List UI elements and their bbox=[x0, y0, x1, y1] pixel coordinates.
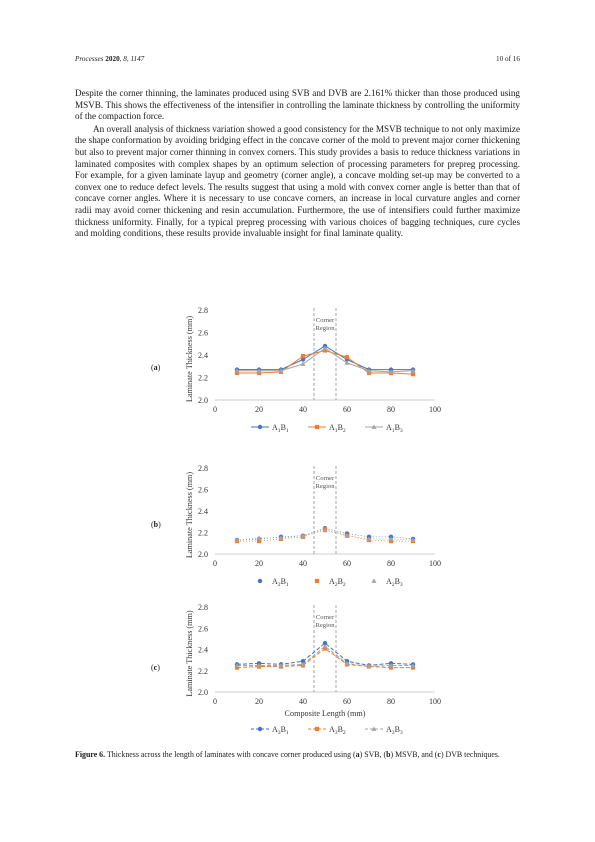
y-tick-label: 2.8 bbox=[198, 464, 208, 473]
y-tick-label: 2.4 bbox=[198, 645, 208, 655]
x-tick-label: 20 bbox=[255, 697, 263, 706]
y-tick-label: 2.2 bbox=[198, 373, 208, 383]
series-A2B3 bbox=[235, 528, 416, 542]
chart-panel-b bbox=[180, 460, 445, 592]
journal-year: 2020 bbox=[105, 55, 120, 63]
caption-text: Thickness across the length of laminates with concave corner produced using ( bbox=[105, 750, 356, 759]
panel-label-a: (a) bbox=[151, 363, 161, 372]
corner-region-annotation: Corner bbox=[315, 317, 335, 324]
y-tick-label: 2.6 bbox=[198, 485, 208, 495]
x-tick-label: 0 bbox=[213, 405, 217, 414]
x-tick-label: 0 bbox=[213, 559, 217, 568]
legend-label: $A_3B_1$ bbox=[272, 725, 289, 736]
y-tick-label: 2.0 bbox=[198, 396, 208, 405]
data-point bbox=[345, 360, 350, 365]
data-point bbox=[372, 578, 377, 583]
x-tick-label: 60 bbox=[343, 697, 351, 706]
y-tick-label: 2.4 bbox=[198, 351, 208, 360]
data-point bbox=[301, 354, 305, 358]
data-point bbox=[258, 579, 262, 583]
data-point bbox=[345, 355, 349, 359]
legend-label: $A_2B_1$ bbox=[272, 577, 289, 588]
y-tick-label: 2.4 bbox=[198, 507, 208, 516]
journal-citation bbox=[75, 55, 144, 63]
chart-panel-a bbox=[180, 302, 445, 444]
y-tick-label: 2.8 bbox=[198, 306, 208, 315]
caption-text: ) SVB, ( bbox=[359, 750, 387, 759]
paragraph: An overall analysis of thickness variation showed a good consistency for the MSVB technique to not only maximize the shape conformation by avoiding bridging effect in the concave corner of the mold to prevent major corner thickening but also to prevent major corner thinning in convex corners. This study provides a basis to reduce thickness variations in laminated composites with complex shapes by an optimum selection of processing parameters for prepreg processing. For example, for a given laminate layup and geometry (corner angle), a concave molding set-up may be converted to a convex one to reduce defect levels. The results suggest that using a mold with convex corner angle is better than that of concave corner angles. Where it is necessary to use concave corners, an increase in local curvature angles and corner radii may avoid corner thickening and resin accumulation. Furthermore, the use of intensifiers could further maximize thickness uniformity. Finally, for a typical prepreg processing with various choices of bagging techniques, cure cycles and molding conditions, these results provide invaluable insight for final laminate quality. bbox=[75, 123, 520, 239]
corner-region-annotation: Region bbox=[315, 622, 335, 629]
x-tick-label: 20 bbox=[255, 559, 263, 568]
panel-label-b: (b) bbox=[151, 520, 161, 529]
series-line bbox=[237, 648, 413, 667]
legend-label: $A_3B_3$ bbox=[386, 725, 403, 736]
caption-text: ) DVB techniques. bbox=[440, 750, 500, 759]
x-tick-label: 100 bbox=[429, 559, 441, 568]
caption-label: Figure 6. bbox=[75, 750, 106, 759]
data-point bbox=[257, 535, 262, 540]
y-axis-label: Laminate Thickness (mm) bbox=[185, 610, 194, 697]
series-A3B3 bbox=[235, 644, 416, 669]
legend bbox=[251, 725, 403, 736]
y-axis-label: Laminate Thickness (mm) bbox=[185, 315, 194, 403]
journal-name: Processes bbox=[75, 55, 104, 63]
paragraph: Despite the corner thinning, the laminates produced using SVB and DVB are 2.161% thicker than those produced using MSVB. This shows the effectiveness of the intensifier in controlling the laminate thickness by controlling the uniformity of the compaction force. bbox=[75, 88, 520, 122]
x-tick-label: 40 bbox=[299, 697, 307, 706]
x-tick-label: 0 bbox=[213, 697, 217, 706]
legend-label: $A_1B_3$ bbox=[386, 423, 403, 434]
journal-volume: , 8, 1147 bbox=[119, 55, 145, 63]
x-tick-label: 80 bbox=[387, 559, 395, 568]
page-number: 10 of 16 bbox=[496, 55, 520, 63]
legend-label: $A_2B_2$ bbox=[329, 577, 346, 588]
series-A3B2 bbox=[235, 646, 415, 669]
data-point bbox=[315, 579, 319, 583]
x-axis-label: Composite Length (mm) bbox=[284, 709, 366, 718]
legend-label: $A_3B_2$ bbox=[329, 725, 346, 736]
y-tick-label: 2.6 bbox=[198, 328, 208, 338]
y-tick-label: 2.0 bbox=[198, 550, 208, 559]
data-point bbox=[301, 361, 306, 366]
y-tick-label: 2.2 bbox=[198, 528, 208, 538]
y-axis-label: Laminate Thickness (mm) bbox=[185, 471, 194, 559]
x-tick-label: 60 bbox=[343, 559, 351, 568]
data-point bbox=[315, 727, 319, 731]
caption-ref: c bbox=[437, 750, 441, 759]
corner-region-annotation: Region bbox=[315, 325, 335, 332]
legend-label: $A_2B_3$ bbox=[386, 577, 403, 588]
y-tick-label: 2.6 bbox=[198, 624, 208, 634]
data-point bbox=[411, 372, 415, 376]
legend-label: $A_1B_1$ bbox=[272, 423, 289, 434]
chart-panel-c bbox=[180, 599, 445, 739]
corner-region-annotation: Corner bbox=[315, 614, 335, 621]
legend bbox=[251, 423, 403, 434]
legend-label: $A_1B_2$ bbox=[329, 423, 346, 434]
x-tick-label: 40 bbox=[299, 405, 307, 414]
x-tick-label: 40 bbox=[299, 559, 307, 568]
caption-ref: a bbox=[355, 750, 360, 759]
x-tick-label: 20 bbox=[255, 405, 263, 414]
y-tick-label: 2.0 bbox=[198, 688, 208, 697]
data-point bbox=[258, 727, 262, 731]
y-tick-label: 2.2 bbox=[198, 666, 208, 676]
x-tick-label: 100 bbox=[429, 697, 441, 706]
legend bbox=[258, 577, 403, 588]
y-tick-label: 2.8 bbox=[198, 603, 208, 612]
corner-region-annotation: Corner bbox=[315, 475, 335, 482]
x-tick-label: 60 bbox=[343, 405, 351, 414]
x-tick-label: 80 bbox=[387, 405, 395, 414]
data-point bbox=[315, 425, 319, 429]
caption-text: ) MSVB, and ( bbox=[390, 750, 438, 759]
panel-label-c: (c) bbox=[151, 663, 160, 672]
data-point bbox=[258, 425, 262, 429]
x-tick-label: 100 bbox=[429, 405, 441, 414]
caption-ref: b bbox=[386, 750, 391, 759]
x-tick-label: 80 bbox=[387, 697, 395, 706]
corner-region-annotation: Region bbox=[315, 483, 335, 490]
figure-caption bbox=[75, 749, 520, 760]
body-text bbox=[75, 88, 520, 240]
